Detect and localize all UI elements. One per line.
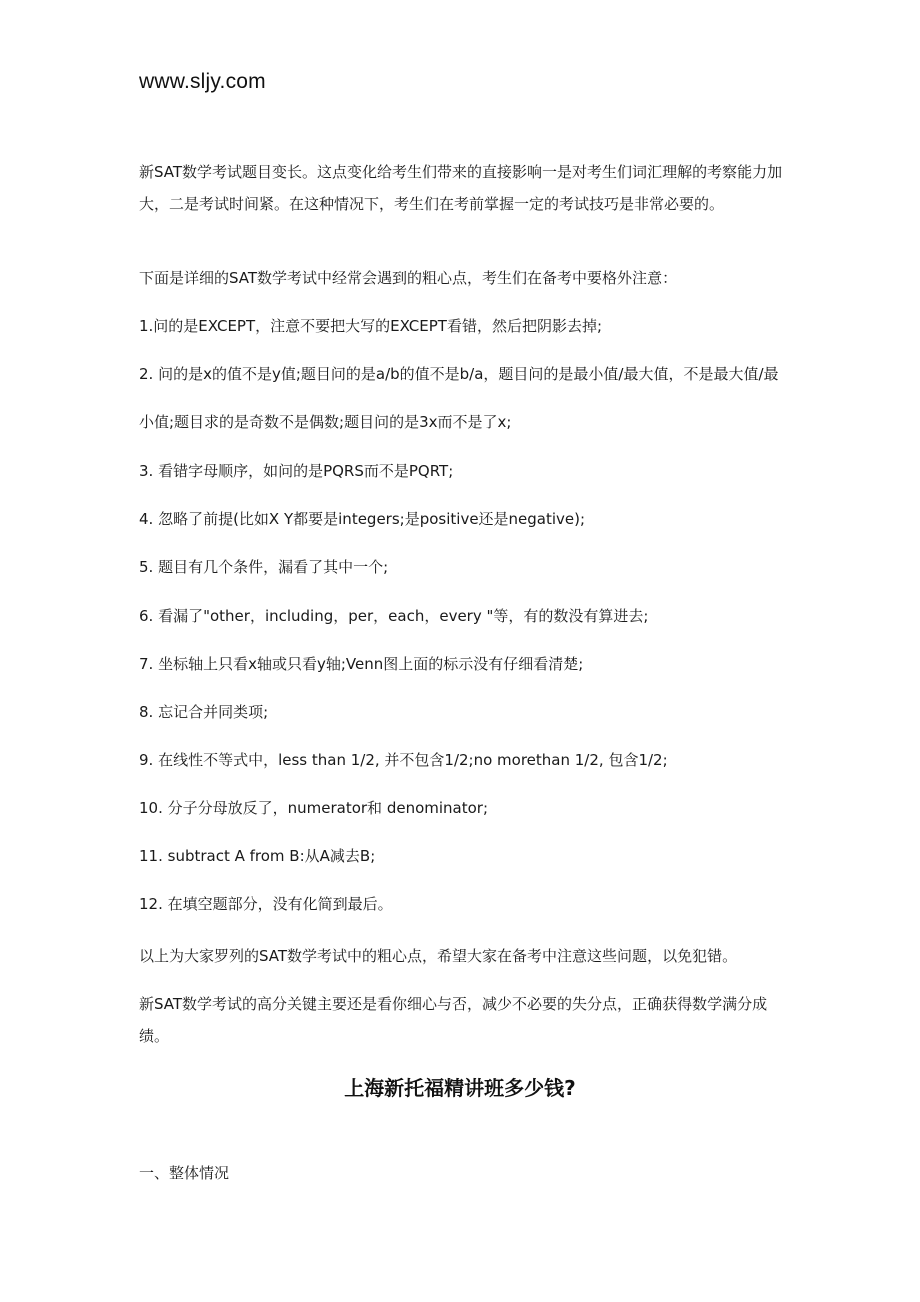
section-title: 上海新托福精讲班多少钱? bbox=[344, 1076, 576, 1100]
list-item: 6. 看漏了"other，including，per，each，every "等，有的数没有算进去; bbox=[139, 607, 649, 625]
list-item: 12. 在填空题部分，没有化简到最后。 bbox=[139, 895, 393, 913]
list-item: 3. 看错字母顺序，如问的是PQRS而不是PQRT; bbox=[139, 462, 454, 480]
intro-paragraph: 新SAT数学考试题目变长。这点变化给考生们带来的直接影响一是对考生们词汇理解的考察能力加大，二是考试时间紧。在这种情况下，考生们在考前掌握一定的考试技巧是非常必要的。 bbox=[139, 163, 783, 213]
list-item: 8. 忘记合并同类项; bbox=[139, 703, 269, 721]
list-item: 9. 在线性不等式中，less than 1/2, 并不包含1/2;no morethan 1/2, 包含1/2; bbox=[139, 751, 668, 769]
list-item: 4. 忽略了前提(比如X Y都要是integers;是positive还是negative); bbox=[139, 510, 586, 528]
lead-paragraph: 下面是详细的SAT数学考试中经常会遇到的粗心点，考生们在备考中要格外注意： bbox=[139, 269, 678, 287]
list-item: 2. 问的是x的值不是y值;题目问的是a/b的值不是b/a，题目问的是最小值/最大值，不是最大值/最小值;题目求的是奇数不是偶数;题目问的是3x而不是了x; bbox=[139, 365, 779, 431]
summary-paragraph: 以上为大家罗列的SAT数学考试中的粗心点，希望大家在备考中注意这些问题，以免犯错。 bbox=[139, 947, 738, 965]
list-item: 11. subtract A from B:从A减去B; bbox=[139, 847, 376, 865]
list-item: 5. 题目有几个条件，漏看了其中一个; bbox=[139, 558, 389, 576]
site-url-header: www.sljy.com bbox=[139, 70, 266, 93]
list-item: 7. 坐标轴上只看x轴或只看y轴;Venn图上面的标示没有仔细看清楚; bbox=[139, 655, 584, 673]
list-item: 1.问的是EXCEPT，注意不要把大写的EXCEPT看错，然后把阴影去掉; bbox=[139, 317, 603, 335]
conclusion-paragraph: 新SAT数学考试的高分关键主要还是看你细心与否，减少不必要的失分点，正确获得数学满分成绩。 bbox=[139, 995, 768, 1045]
list-item: 10. 分子分母放反了，numerator和 denominator; bbox=[139, 799, 489, 817]
section-subheading: 一、整体情况 bbox=[139, 1164, 230, 1182]
